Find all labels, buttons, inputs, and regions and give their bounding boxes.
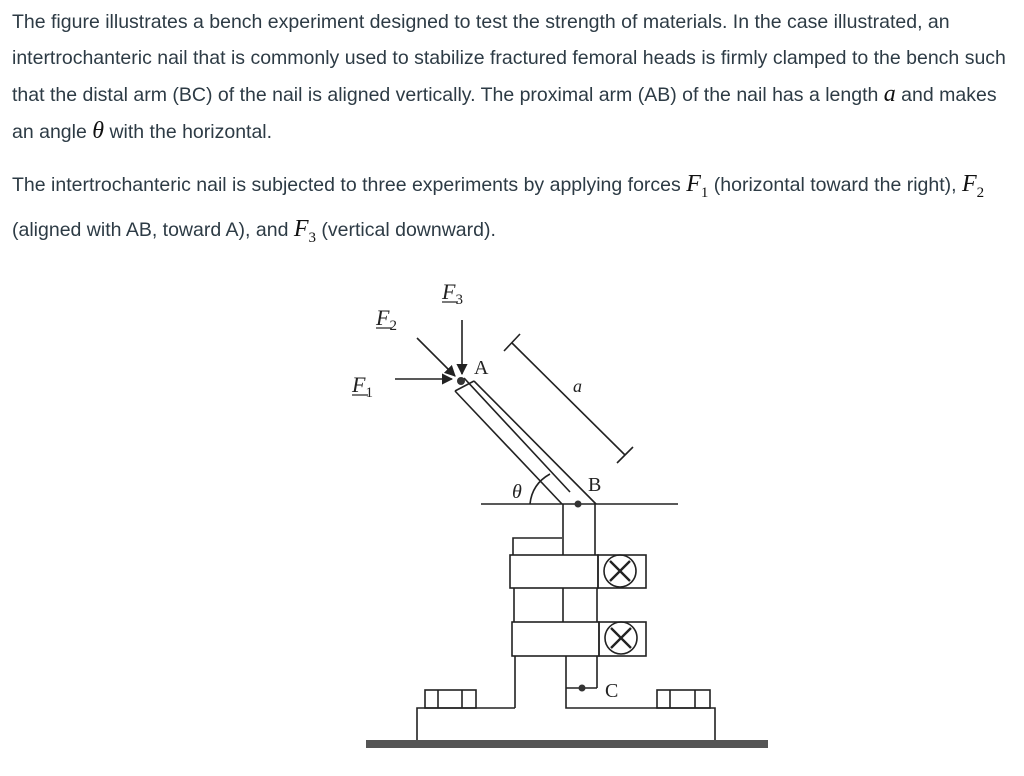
bench-experiment-figure [300,262,780,762]
force-f2-arrow [417,338,455,376]
dimension-a [504,334,633,463]
variable-theta: θ [92,118,105,144]
label-length-a: a [573,376,582,396]
label-b: B [588,474,602,496]
label-c: C [605,680,619,702]
paragraph-text: (horizontal toward the right), [708,174,962,196]
point-c [579,685,586,692]
label-a: A [474,357,489,379]
label-f3: $F_3$ [442,279,463,308]
distal-arm-bc [563,504,597,688]
force-f1: $F_1$ [686,171,709,201]
point-b [575,501,582,508]
point-a [457,377,465,385]
label-f2: $F_2$ [376,305,397,334]
paragraph-text: with the horizontal. [104,121,273,143]
label-f1: $F_1$ [352,372,373,401]
variable-a: a [883,81,896,107]
paragraph-text: (aligned with AB, toward A), and [12,218,294,241]
force-f2: $F_2$ [961,171,985,201]
clamp-screw-icon-lower [605,622,637,654]
force-f3: $F_3$ [293,215,316,246]
problem-paragraph-1 [12,4,1016,150]
bench-surface [366,740,768,748]
label-theta: θ [512,481,522,503]
problem-paragraph-2 [12,166,1016,256]
clamp-screw-icon-upper [604,555,636,587]
proximal-arm-ab [455,378,596,504]
paragraph-text: The figure illustrates a bench experiment designed to test the strength of materials. In the case illustrated, an intertrochanteric nail that is commonly used to stabilize fractured femoral heads is firmly clamped to the bench such that the distal arm (BC) of the nail is aligned vertically. The proximal arm (AB) of the nail has a length [12,11,1006,106]
bolt-left [425,690,476,708]
paragraph-text: and makes an angle [12,84,997,143]
paragraph-text: The intertrochanteric nail is subjected to three experiments by applying forces [12,174,687,196]
bolt-right [657,690,710,708]
paragraph-text: (vertical downward). [316,218,496,241]
